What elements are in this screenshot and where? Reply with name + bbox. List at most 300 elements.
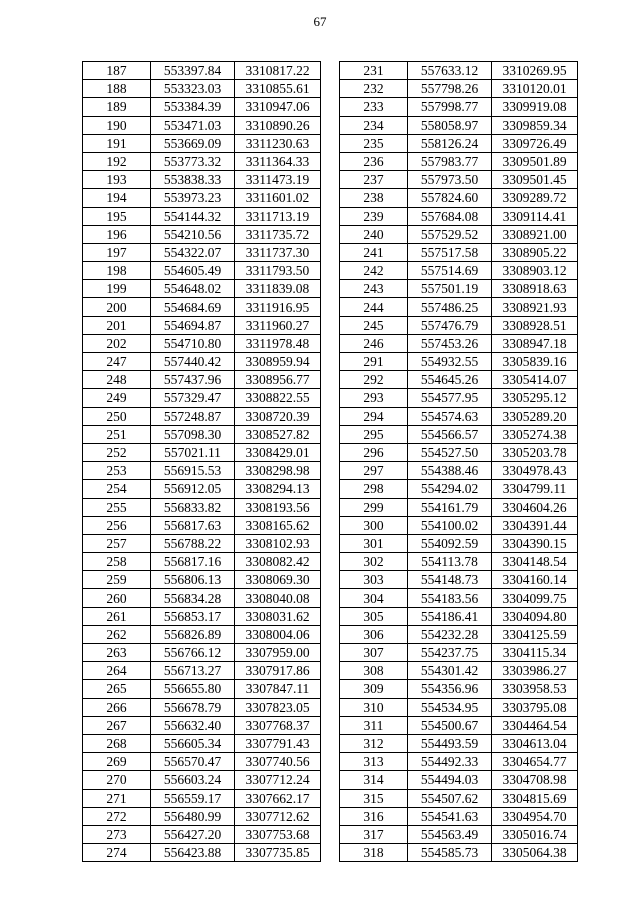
table-row — [340, 425, 578, 443]
x-coordinate-cell: 557517.58 — [408, 243, 492, 261]
table-row — [83, 698, 321, 716]
point-number-cell: 258 — [83, 553, 151, 571]
point-number-cell: 252 — [83, 443, 151, 461]
table-row — [83, 553, 321, 571]
point-number-cell: 242 — [340, 262, 408, 280]
table-row — [340, 98, 578, 116]
y-coordinate-cell: 3304160.14 — [492, 571, 578, 589]
table-row — [83, 425, 321, 443]
table-row — [340, 389, 578, 407]
y-coordinate-cell: 3308193.56 — [235, 498, 321, 516]
point-number-cell: 188 — [83, 80, 151, 98]
point-number-cell: 250 — [83, 407, 151, 425]
table-row — [83, 734, 321, 752]
point-number-cell: 238 — [340, 189, 408, 207]
table-row — [340, 571, 578, 589]
y-coordinate-cell: 3308102.93 — [235, 534, 321, 552]
x-coordinate-cell: 554144.32 — [151, 207, 235, 225]
point-number-cell: 270 — [83, 771, 151, 789]
point-number-cell: 190 — [83, 116, 151, 134]
y-coordinate-cell: 3305839.16 — [492, 353, 578, 371]
point-number-cell: 253 — [83, 462, 151, 480]
y-coordinate-cell: 3310120.01 — [492, 80, 578, 98]
point-number-cell: 187 — [83, 62, 151, 80]
x-coordinate-cell: 557476.79 — [408, 316, 492, 334]
table-row — [83, 62, 321, 80]
y-coordinate-cell: 3308069.30 — [235, 571, 321, 589]
x-coordinate-cell: 554645.26 — [408, 371, 492, 389]
y-coordinate-cell: 3307768.37 — [235, 716, 321, 734]
point-number-cell: 306 — [340, 625, 408, 643]
y-coordinate-cell: 3305064.38 — [492, 844, 578, 862]
y-coordinate-cell: 3308947.18 — [492, 334, 578, 352]
table-row — [83, 98, 321, 116]
point-number-cell: 257 — [83, 534, 151, 552]
table-row — [340, 662, 578, 680]
y-coordinate-cell: 3304654.77 — [492, 753, 578, 771]
point-number-cell: 202 — [83, 334, 151, 352]
table-row — [340, 407, 578, 425]
table-row — [83, 116, 321, 134]
y-coordinate-cell: 3308298.98 — [235, 462, 321, 480]
x-coordinate-cell: 553397.84 — [151, 62, 235, 80]
point-number-cell: 259 — [83, 571, 151, 589]
table-row — [83, 644, 321, 662]
table-row — [340, 207, 578, 225]
table-row — [83, 662, 321, 680]
x-coordinate-cell: 554232.28 — [408, 625, 492, 643]
y-coordinate-cell: 3308031.62 — [235, 607, 321, 625]
table-row — [340, 298, 578, 316]
table-row — [340, 644, 578, 662]
y-coordinate-cell: 3304099.75 — [492, 589, 578, 607]
point-number-cell: 292 — [340, 371, 408, 389]
x-coordinate-cell: 554237.75 — [408, 644, 492, 662]
table-row — [83, 262, 321, 280]
table-row — [83, 789, 321, 807]
point-number-cell: 316 — [340, 807, 408, 825]
y-coordinate-cell: 3308921.00 — [492, 225, 578, 243]
y-coordinate-cell: 3309726.49 — [492, 134, 578, 152]
point-number-cell: 241 — [340, 243, 408, 261]
table-row — [340, 625, 578, 643]
x-coordinate-cell: 554694.87 — [151, 316, 235, 334]
x-coordinate-cell: 557453.26 — [408, 334, 492, 352]
y-coordinate-cell: 3311978.48 — [235, 334, 321, 352]
table-row — [83, 589, 321, 607]
point-number-cell: 193 — [83, 171, 151, 189]
x-coordinate-cell: 557798.26 — [408, 80, 492, 98]
point-number-cell: 267 — [83, 716, 151, 734]
table-row — [340, 225, 578, 243]
y-coordinate-cell: 3303958.53 — [492, 680, 578, 698]
x-coordinate-cell: 554932.55 — [408, 353, 492, 371]
y-coordinate-cell: 3310947.06 — [235, 98, 321, 116]
table-row — [83, 443, 321, 461]
y-coordinate-cell: 3310269.95 — [492, 62, 578, 80]
x-coordinate-cell: 556912.05 — [151, 480, 235, 498]
y-coordinate-cell: 3304613.04 — [492, 734, 578, 752]
x-coordinate-cell: 557501.19 — [408, 280, 492, 298]
x-coordinate-cell: 554100.02 — [408, 516, 492, 534]
y-coordinate-cell: 3311364.33 — [235, 152, 321, 170]
y-coordinate-cell: 3304464.54 — [492, 716, 578, 734]
table-row — [83, 807, 321, 825]
table-row — [340, 534, 578, 552]
table-row — [83, 353, 321, 371]
y-coordinate-cell: 3311793.50 — [235, 262, 321, 280]
table-row — [340, 807, 578, 825]
point-number-cell: 311 — [340, 716, 408, 734]
y-coordinate-cell: 3307959.00 — [235, 644, 321, 662]
y-coordinate-cell: 3304094.80 — [492, 607, 578, 625]
table-row — [340, 825, 578, 843]
table-row — [340, 589, 578, 607]
point-number-cell: 297 — [340, 462, 408, 480]
y-coordinate-cell: 3307740.56 — [235, 753, 321, 771]
point-number-cell: 294 — [340, 407, 408, 425]
table-row — [340, 462, 578, 480]
point-number-cell: 197 — [83, 243, 151, 261]
table-row — [83, 607, 321, 625]
x-coordinate-cell: 557633.12 — [408, 62, 492, 80]
table-row — [340, 371, 578, 389]
x-coordinate-cell: 556570.47 — [151, 753, 235, 771]
table-row — [83, 280, 321, 298]
y-coordinate-cell: 3310890.26 — [235, 116, 321, 134]
point-number-cell: 305 — [340, 607, 408, 625]
table-row — [340, 480, 578, 498]
table-row — [340, 262, 578, 280]
x-coordinate-cell: 557529.52 — [408, 225, 492, 243]
point-number-cell: 243 — [340, 280, 408, 298]
y-coordinate-cell: 3308429.01 — [235, 443, 321, 461]
y-coordinate-cell: 3308165.62 — [235, 516, 321, 534]
point-number-cell: 310 — [340, 698, 408, 716]
table-row — [340, 134, 578, 152]
y-coordinate-cell: 3308822.55 — [235, 389, 321, 407]
x-coordinate-cell: 556678.79 — [151, 698, 235, 716]
x-coordinate-cell: 554301.42 — [408, 662, 492, 680]
point-number-cell: 232 — [340, 80, 408, 98]
y-coordinate-cell: 3307917.86 — [235, 662, 321, 680]
table-row — [340, 280, 578, 298]
x-coordinate-cell: 557998.77 — [408, 98, 492, 116]
table-row — [83, 534, 321, 552]
x-coordinate-cell: 556655.80 — [151, 680, 235, 698]
y-coordinate-cell: 3309501.89 — [492, 152, 578, 170]
table-row — [83, 316, 321, 334]
x-coordinate-cell: 554494.03 — [408, 771, 492, 789]
point-number-cell: 192 — [83, 152, 151, 170]
y-coordinate-cell: 3309289.72 — [492, 189, 578, 207]
table-row — [83, 516, 321, 534]
x-coordinate-cell: 556559.17 — [151, 789, 235, 807]
x-coordinate-cell: 556632.40 — [151, 716, 235, 734]
x-coordinate-cell: 554388.46 — [408, 462, 492, 480]
table-row — [340, 171, 578, 189]
table-row — [83, 771, 321, 789]
x-coordinate-cell: 557824.60 — [408, 189, 492, 207]
point-number-cell: 233 — [340, 98, 408, 116]
y-coordinate-cell: 3304115.34 — [492, 644, 578, 662]
y-coordinate-cell: 3308956.77 — [235, 371, 321, 389]
table-row — [340, 607, 578, 625]
point-number-cell: 249 — [83, 389, 151, 407]
x-coordinate-cell: 556915.53 — [151, 462, 235, 480]
x-coordinate-cell: 556817.63 — [151, 516, 235, 534]
y-coordinate-cell: 3303986.27 — [492, 662, 578, 680]
y-coordinate-cell: 3305274.38 — [492, 425, 578, 443]
x-coordinate-cell: 554605.49 — [151, 262, 235, 280]
point-number-cell: 266 — [83, 698, 151, 716]
x-coordinate-cell: 556603.24 — [151, 771, 235, 789]
x-coordinate-cell: 554210.56 — [151, 225, 235, 243]
point-number-cell: 314 — [340, 771, 408, 789]
y-coordinate-cell: 3309501.45 — [492, 171, 578, 189]
y-coordinate-cell: 3304708.98 — [492, 771, 578, 789]
x-coordinate-cell: 554563.49 — [408, 825, 492, 843]
x-coordinate-cell: 556853.17 — [151, 607, 235, 625]
x-coordinate-cell: 556427.20 — [151, 825, 235, 843]
y-coordinate-cell: 3311916.95 — [235, 298, 321, 316]
point-number-cell: 244 — [340, 298, 408, 316]
table-row — [340, 243, 578, 261]
y-coordinate-cell: 3311601.02 — [235, 189, 321, 207]
point-number-cell: 300 — [340, 516, 408, 534]
y-coordinate-cell: 3309859.34 — [492, 116, 578, 134]
y-coordinate-cell: 3304815.69 — [492, 789, 578, 807]
table-row — [83, 207, 321, 225]
y-coordinate-cell: 3310855.61 — [235, 80, 321, 98]
y-coordinate-cell: 3304125.59 — [492, 625, 578, 643]
x-coordinate-cell: 557021.11 — [151, 443, 235, 461]
x-coordinate-cell: 556834.28 — [151, 589, 235, 607]
x-coordinate-cell: 557973.50 — [408, 171, 492, 189]
point-number-cell: 251 — [83, 425, 151, 443]
point-number-cell: 199 — [83, 280, 151, 298]
y-coordinate-cell: 3307753.68 — [235, 825, 321, 843]
x-coordinate-cell: 553471.03 — [151, 116, 235, 134]
table-row — [83, 371, 321, 389]
x-coordinate-cell: 557440.42 — [151, 353, 235, 371]
point-number-cell: 303 — [340, 571, 408, 589]
y-coordinate-cell: 3303795.08 — [492, 698, 578, 716]
y-coordinate-cell: 3311230.63 — [235, 134, 321, 152]
y-coordinate-cell: 3309919.08 — [492, 98, 578, 116]
table-row — [83, 298, 321, 316]
point-number-cell: 236 — [340, 152, 408, 170]
y-coordinate-cell: 3305295.12 — [492, 389, 578, 407]
y-coordinate-cell: 3307712.24 — [235, 771, 321, 789]
table-row — [83, 80, 321, 98]
point-number-cell: 234 — [340, 116, 408, 134]
y-coordinate-cell: 3307735.85 — [235, 844, 321, 862]
y-coordinate-cell: 3304604.26 — [492, 498, 578, 516]
x-coordinate-cell: 554493.59 — [408, 734, 492, 752]
point-number-cell: 189 — [83, 98, 151, 116]
y-coordinate-cell: 3308527.82 — [235, 425, 321, 443]
point-number-cell: 255 — [83, 498, 151, 516]
x-coordinate-cell: 554356.96 — [408, 680, 492, 698]
point-number-cell: 302 — [340, 553, 408, 571]
table-row — [340, 189, 578, 207]
point-number-cell: 261 — [83, 607, 151, 625]
x-coordinate-cell: 554113.78 — [408, 553, 492, 571]
table-row — [83, 498, 321, 516]
x-coordinate-cell: 553384.39 — [151, 98, 235, 116]
y-coordinate-cell: 3305016.74 — [492, 825, 578, 843]
table-row — [83, 407, 321, 425]
table-row — [83, 334, 321, 352]
table-row — [83, 716, 321, 734]
point-number-cell: 231 — [340, 62, 408, 80]
table-row — [340, 716, 578, 734]
x-coordinate-cell: 554527.50 — [408, 443, 492, 461]
point-number-cell: 293 — [340, 389, 408, 407]
x-coordinate-cell: 553838.33 — [151, 171, 235, 189]
y-coordinate-cell: 3308928.51 — [492, 316, 578, 334]
table-row — [83, 152, 321, 170]
point-number-cell: 239 — [340, 207, 408, 225]
point-number-cell: 315 — [340, 789, 408, 807]
point-number-cell: 245 — [340, 316, 408, 334]
point-number-cell: 194 — [83, 189, 151, 207]
point-number-cell: 295 — [340, 425, 408, 443]
page-number: 67 — [313, 14, 327, 29]
point-number-cell: 272 — [83, 807, 151, 825]
table-row — [340, 334, 578, 352]
x-coordinate-cell: 556480.99 — [151, 807, 235, 825]
x-coordinate-cell: 554148.73 — [408, 571, 492, 589]
table-row — [340, 62, 578, 80]
x-coordinate-cell: 553323.03 — [151, 80, 235, 98]
table-row — [83, 389, 321, 407]
point-number-cell: 240 — [340, 225, 408, 243]
table-row — [340, 353, 578, 371]
x-coordinate-cell: 556766.12 — [151, 644, 235, 662]
point-number-cell: 265 — [83, 680, 151, 698]
x-coordinate-cell: 557329.47 — [151, 389, 235, 407]
point-number-cell: 291 — [340, 353, 408, 371]
x-coordinate-cell: 557098.30 — [151, 425, 235, 443]
point-number-cell: 237 — [340, 171, 408, 189]
point-number-cell: 248 — [83, 371, 151, 389]
x-coordinate-cell: 554684.69 — [151, 298, 235, 316]
x-coordinate-cell: 554500.67 — [408, 716, 492, 734]
y-coordinate-cell: 3308959.94 — [235, 353, 321, 371]
table-row — [83, 825, 321, 843]
y-coordinate-cell: 3305289.20 — [492, 407, 578, 425]
table-row — [340, 553, 578, 571]
y-coordinate-cell: 3311735.72 — [235, 225, 321, 243]
point-number-cell: 309 — [340, 680, 408, 698]
table-row — [83, 480, 321, 498]
point-number-cell: 195 — [83, 207, 151, 225]
y-coordinate-cell: 3308040.08 — [235, 589, 321, 607]
point-number-cell: 298 — [340, 480, 408, 498]
y-coordinate-cell: 3307712.62 — [235, 807, 321, 825]
y-coordinate-cell: 3309114.41 — [492, 207, 578, 225]
point-number-cell: 312 — [340, 734, 408, 752]
point-number-cell: 201 — [83, 316, 151, 334]
x-coordinate-cell: 556713.27 — [151, 662, 235, 680]
x-coordinate-cell: 554574.63 — [408, 407, 492, 425]
x-coordinate-cell: 554577.95 — [408, 389, 492, 407]
x-coordinate-cell: 554186.41 — [408, 607, 492, 625]
x-coordinate-cell: 553773.32 — [151, 152, 235, 170]
table-row — [83, 171, 321, 189]
point-number-cell: 200 — [83, 298, 151, 316]
point-number-cell: 313 — [340, 753, 408, 771]
table-row — [83, 225, 321, 243]
x-coordinate-cell: 556826.89 — [151, 625, 235, 643]
y-coordinate-cell: 3304954.70 — [492, 807, 578, 825]
y-coordinate-cell: 3311839.08 — [235, 280, 321, 298]
point-number-cell: 307 — [340, 644, 408, 662]
y-coordinate-cell: 3308294.13 — [235, 480, 321, 498]
x-coordinate-cell: 556788.22 — [151, 534, 235, 552]
y-coordinate-cell: 3304391.44 — [492, 516, 578, 534]
point-number-cell: 268 — [83, 734, 151, 752]
x-coordinate-cell: 554648.02 — [151, 280, 235, 298]
y-coordinate-cell: 3307791.43 — [235, 734, 321, 752]
table-row — [83, 753, 321, 771]
x-coordinate-cell: 556817.16 — [151, 553, 235, 571]
table-row — [83, 625, 321, 643]
point-number-cell: 246 — [340, 334, 408, 352]
y-coordinate-cell: 3311960.27 — [235, 316, 321, 334]
y-coordinate-cell: 3307823.05 — [235, 698, 321, 716]
y-coordinate-cell: 3311473.19 — [235, 171, 321, 189]
x-coordinate-cell: 556806.13 — [151, 571, 235, 589]
y-coordinate-cell: 3305414.07 — [492, 371, 578, 389]
y-coordinate-cell: 3308921.93 — [492, 298, 578, 316]
point-number-cell: 299 — [340, 498, 408, 516]
y-coordinate-cell: 3311737.30 — [235, 243, 321, 261]
y-coordinate-cell: 3305203.78 — [492, 443, 578, 461]
point-number-cell: 198 — [83, 262, 151, 280]
y-coordinate-cell: 3304978.43 — [492, 462, 578, 480]
x-coordinate-cell: 557983.77 — [408, 152, 492, 170]
x-coordinate-cell: 554092.59 — [408, 534, 492, 552]
table-row — [340, 680, 578, 698]
point-number-cell: 262 — [83, 625, 151, 643]
x-coordinate-cell: 556423.88 — [151, 844, 235, 862]
point-number-cell: 235 — [340, 134, 408, 152]
x-coordinate-cell: 554507.62 — [408, 789, 492, 807]
point-number-cell: 273 — [83, 825, 151, 843]
table-row — [83, 680, 321, 698]
point-number-cell: 274 — [83, 844, 151, 862]
x-coordinate-cell: 554322.07 — [151, 243, 235, 261]
table-row — [83, 844, 321, 862]
table-row — [340, 789, 578, 807]
y-coordinate-cell: 3308004.06 — [235, 625, 321, 643]
point-number-cell: 318 — [340, 844, 408, 862]
y-coordinate-cell: 3308720.39 — [235, 407, 321, 425]
point-number-cell: 263 — [83, 644, 151, 662]
point-number-cell: 271 — [83, 789, 151, 807]
point-number-cell: 256 — [83, 516, 151, 534]
x-coordinate-cell: 557684.08 — [408, 207, 492, 225]
x-coordinate-cell: 554161.79 — [408, 498, 492, 516]
x-coordinate-cell: 554534.95 — [408, 698, 492, 716]
table-row — [340, 116, 578, 134]
x-coordinate-cell: 558126.24 — [408, 134, 492, 152]
y-coordinate-cell: 3304799.11 — [492, 480, 578, 498]
y-coordinate-cell: 3310817.22 — [235, 62, 321, 80]
